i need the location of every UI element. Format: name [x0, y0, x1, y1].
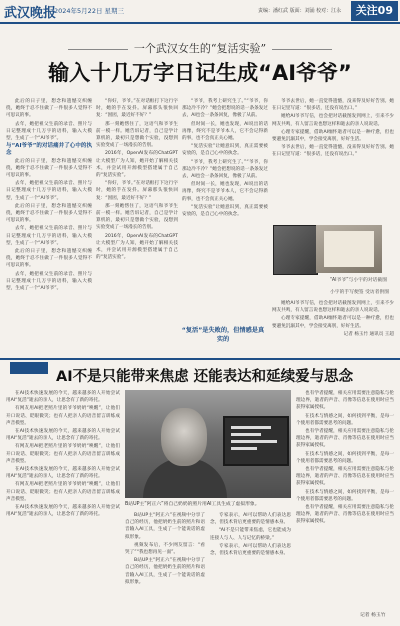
- editor-credits: 责编：潘红武 版面：刘涌 校对：江永: [258, 8, 342, 14]
- paragraph: 在技术与情感之间，如何找到平衡，是每一个使用者都需要思考的问题。: [296, 413, 394, 426]
- paragraph: “你好，爷爷。”在对话框打下这行字时，她的手在发抖。屏幕那头很快回复：“囡囡，最近好不好？”: [96, 99, 178, 119]
- paragraph: 视频发布后，不少网友留言：“看哭了”“我也想再见一面”。: [125, 542, 205, 556]
- newspaper-logo: 武汉晚报: [4, 6, 57, 21]
- paragraph: 也有学者提醒，相关应用需要注意隐私与伦理边界，逝者的声音、肖像等信息在使用时应当获得家属授权。: [296, 391, 394, 411]
- issue-date: 2024年5月22日 星期三: [54, 7, 125, 15]
- paragraph: 也有学者提醒，相关应用需要注意隐私与伦理边界，逝者的声音、肖像等信息在使用时应当获得家属授权。: [296, 505, 394, 525]
- elderly-woman-photo: [125, 390, 291, 498]
- paragraph: 心理专家提醒，借助AI缅怀逝者可以是一种疗愈，但也要避免沉溺其中，学会接受离别，好好生活。: [272, 129, 394, 143]
- paragraph: “你好，爷爷。”在对话框打下这行字时，她的手在发抖。屏幕那头很快回复：“囡囡，最近好不好？”: [96, 181, 178, 201]
- paragraph: 有网友用AI把老照片里的爷爷奶奶“唤醒”，让他们开口说话、眨眼微笑；也有人把亲人的语音留言训练成声音模型。: [6, 406, 120, 426]
- article-subtitle: [0, 40, 400, 56]
- article2-headline: AI不是只能带来焦虑 还能表达和延续爱与思念: [56, 369, 354, 385]
- paragraph: 此后的日子里，想念和遗憾交织缠绕，她终于忍不住做了一件很多人觉得不可思议的事。: [6, 203, 92, 224]
- paragraph: 在AI技术快速发展的今天，越来越多的人开始尝试用AI“复活”逝去的亲人，让思念有了新的寄托。: [6, 505, 120, 518]
- article2-column-1: [6, 390, 120, 622]
- paragraph: 此后的日子里，想念和遗憾交织缠绕，她终于忍不住做了一件很多人觉得不可思议的事。: [6, 99, 92, 119]
- paragraph: 去年，她把祖父生前的录音、照片与日记整理成十几万字的语料，输入大模型，生成了一个“AI爷爷”。: [6, 271, 92, 292]
- paragraph: 也有学者提醒，相关应用需要注意隐私与伦理边界，逝者的声音、肖像等信息在使用时应当获得家属授权。: [296, 429, 394, 449]
- photo-caption-2: 小宇的手写便签 受访者供图: [330, 290, 390, 295]
- article2-column-3: [210, 512, 291, 622]
- chat-screenshot-photo: [273, 225, 318, 275]
- paragraph: 在AI技术快速发展的今天，越来越多的人开始尝试用AI“复活”逝去的亲人，让思念有了新的寄托。: [6, 391, 120, 404]
- paragraph: 有网友用AI把老照片里的爷爷奶奶“唤醒”，让他们开口说话、眨眼微笑；也有人把亲人的语音留言训练成声音模型。: [6, 444, 120, 464]
- paragraph: “复活实验”让她意识到，真正需要被安放的，是自己心中的执念。: [182, 144, 268, 157]
- paragraph: 去年，她把祖父生前的录音、照片与日记整理成十几万字的语料，输入大模型，生成了一个“AI爷爷”。: [6, 226, 92, 246]
- handwritten-note-photo: [316, 225, 382, 273]
- article1-column-4: [272, 98, 394, 222]
- paragraph: 但时间一长，她也发现，AI说出的话再像，终究不是爷爷本人，它不会记得新的事，也不会真正关心她。: [182, 121, 268, 142]
- reporter-credit: 记者 杨玉竹 通讯员 王超: [343, 331, 394, 337]
- note-paper-shape: [324, 231, 374, 267]
- paragraph: B站UP主“阿正六”在视频中分享了自己的经历，他把奶奶生前的照片和语音输入AI工具，生成了一个能说话的虚拟形象。: [125, 558, 205, 585]
- paragraph: 此后的日子里，想念和遗憾交织缠绕，她终于忍不住做了一件很多人觉得不可思议的事。: [6, 249, 92, 269]
- paragraph: 去年，她把祖父生前的录音、照片与日记整理成十几万字的语料，输入大模型，生成了一个“AI爷爷”。: [6, 121, 92, 142]
- paragraph: “复活实验”让她意识到，真正需要被安放的，是自己心中的执念。: [182, 204, 268, 218]
- section-tag: [10, 362, 48, 374]
- article1-column-2: [96, 98, 178, 356]
- photo-screen: [223, 416, 289, 466]
- paragraph: 专家表示，AI可以帮助人们表达思念，但技术背后更重要的是情感本身。: [210, 543, 291, 557]
- section-label: 关注09: [351, 1, 398, 21]
- paragraph: “爷爷，我考上研究生了。”“爷爷，你那边冷不冷？”她会把想说的话一条条发过去，AI也会一条条回复，像极了从前。: [182, 159, 268, 180]
- paragraph: 2016年，OpenAI发布的ChatGPT让大模型广为人知，她开始了解相关技术，并尝试用开源模型搭建属于自己的“复活实验”。: [96, 151, 178, 179]
- paragraph: 在技术与情感之间，如何找到平衡，是每一个使用者都需要思考的问题。: [296, 489, 394, 502]
- paragraph: 心理专家提醒，借助AI缅怀逝者可以是一种疗愈，但也要避免沉溺其中，学会接受离别，好好生活。: [272, 316, 394, 329]
- article2-column-4: [296, 390, 394, 610]
- paragraph: 在AI技术快速发展的今天，越来越多的人开始尝试用AI“复活”逝去的亲人，让思念有了新的寄托。: [6, 429, 120, 442]
- paragraph: 她给AI爷爷写信，也会把对话截图发到网上，引来不少网友共鸣，有人留言说也想这样和逝去的亲人说说话。: [272, 301, 394, 314]
- photo-figure-face: [161, 408, 207, 466]
- top-rule: [0, 22, 400, 24]
- paragraph: “AI不是只能带来焦虑，它也能成为连接人与人、人与记忆的桥梁。”: [210, 528, 291, 541]
- paragraph: 那一刻她愣住了，这语气和爷爷生前一模一样。她告诉记者，自己是学计算机的，最初只是想做个实验，没想到实验变成了一场漫长的告别。: [96, 121, 178, 149]
- paragraph: 她给AI爷爷写信，也会把对话截图发到网上，引来不少网友共鸣，有人留言说也想这样和逝去的亲人说说话。: [272, 114, 394, 127]
- paragraph: 爷爷去世后，她一直觉得遗憾，没来得及好好告别。她在日记里写道：“很多话，还没有说出口。”: [272, 99, 394, 112]
- article-headline: 输入十几万字日记生成“AI爷爷”: [48, 61, 352, 85]
- paragraph: 2016年，OpenAI发布的ChatGPT让大模型广为人知，她开始了解相关技术，并尝试用开源模型搭建属于自己的“复活实验”。: [96, 233, 178, 261]
- reporter-credit-2: 记者 杨玉竹: [360, 613, 386, 618]
- section-label: 与“AI爷爷”的对话痛并了心中的执念: [6, 143, 92, 157]
- section-label-2: “复活”是失败的，但情感是真实的: [181, 327, 265, 343]
- paragraph: 爷爷去世后，她一直觉得遗憾，没来得及好好告别。她在日记里写道：“很多话，还没有说出口。”: [272, 145, 394, 158]
- subtitle-rule-right: [272, 49, 332, 50]
- subtitle-rule-left: [68, 49, 128, 50]
- article1-column-5: [272, 300, 394, 356]
- paragraph: B站UP主“阿正六”在视频中分享了自己的经历，他把奶奶生前的照片和语音输入AI工具，生成了一个能说话的虚拟形象。: [125, 513, 205, 540]
- paragraph: 此后的日子里，想念和遗憾交织缠绕，她终于忍不住做了一件很多人觉得不可思议的事。: [6, 158, 92, 179]
- paragraph: 有网友用AI把老照片里的爷爷奶奶“唤醒”，让他们开口说话、眨眼微笑；也有人把亲人的语音留言训练成声音模型。: [6, 482, 120, 502]
- paragraph: 在技术与情感之间，如何找到平衡，是每一个使用者都需要思考的问题。: [296, 451, 394, 464]
- subtitle-text: 一个武汉女生的“复活实验”: [133, 42, 267, 55]
- masthead: [0, 0, 400, 22]
- paragraph: “爷爷，我考上研究生了。”“爷爷，你那边冷不冷？”她会把想说的话一条条发过去，AI也会一条条回复，像极了从前。: [182, 99, 268, 119]
- paragraph: 专家表示，AI可以帮助人们表达思念，但技术背后更重要的是情感本身。: [210, 513, 291, 526]
- photo-caption: B站UP主“阿正六”将自己奶奶的照片用AI工具生成了虚拟形象。: [125, 502, 260, 507]
- mid-rule: [0, 358, 400, 360]
- article2-column-2: [125, 512, 205, 622]
- paragraph: 但时间一长，她也发现，AI说出的话再像，终究不是爷爷本人，它不会记得新的事，也不会真正关心她。: [182, 182, 268, 202]
- photo-caption-1: “AI爷爷”与小宇的对话截图: [330, 278, 388, 283]
- paragraph: 去年，她把祖父生前的录音、照片与日记整理成十几万字的语料，输入大模型，生成了一个“AI爷爷”。: [6, 181, 92, 201]
- article1-column-3: [182, 98, 268, 320]
- paragraph: 在AI技术快速发展的今天，越来越多的人开始尝试用AI“复活”逝去的亲人，让思念有了新的寄托。: [6, 467, 120, 480]
- article1-column-1: [6, 98, 92, 356]
- paragraph: 也有学者提醒，相关应用需要注意隐私与伦理边界，逝者的声音、肖像等信息在使用时应当获得家属授权。: [296, 467, 394, 487]
- paragraph: 那一刻她愣住了，这语气和爷爷生前一模一样。她告诉记者，自己是学计算机的，最初只是想做个实验，没想到实验变成了一场漫长的告别。: [96, 203, 178, 231]
